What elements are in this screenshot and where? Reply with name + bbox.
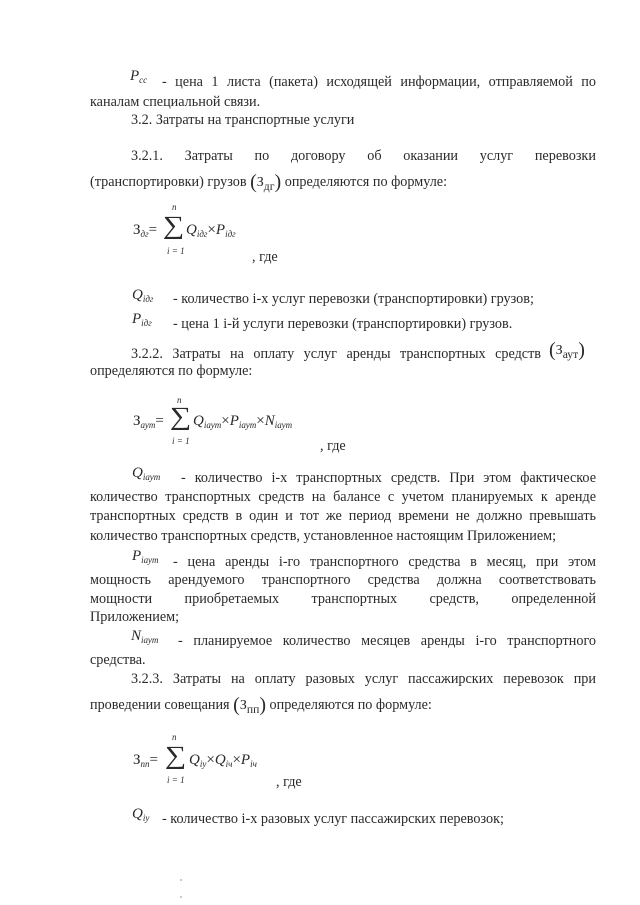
- symbol-q-iu: $Q_{iу}$: [132, 806, 150, 823]
- qiaut-definition-line-1: - количество i-х транспортных средств. При этом фактическое: [181, 470, 596, 486]
- word: транспортных: [311, 591, 398, 607]
- formula-z-pp-rhs: $Q_{iу}\times Q_{iч}\times P_{iч}$: [189, 752, 257, 769]
- where-label-1: , где: [252, 249, 278, 265]
- section-3-2-2-line-1: 3.2.2. Затраты на оплату услуг аренды транспортных средств: [131, 346, 541, 362]
- formula-z-dg-lhs: $З_{дг}=$: [133, 222, 158, 239]
- pcc-definition-line-1: - цена 1 листа (пакета) исходящей информации, отправляемой по: [162, 74, 596, 90]
- sigma-symbol: ∑: [163, 211, 185, 240]
- where-label-3: , где: [276, 774, 302, 790]
- qiaut-definition-line-3: транспортных средств в один и тот же период времени не должно превышать: [90, 508, 596, 524]
- symbol-p-iaut: $P_{iаут}$: [132, 548, 159, 565]
- formula-z-aut-lhs: $З_{аут}=$: [133, 413, 164, 430]
- word: договору: [290, 148, 346, 164]
- qidg-definition: - количество i-х услуг перевозки (транспортировки) грузов;: [173, 291, 534, 307]
- niaut-definition-line-2: средства.: [90, 652, 146, 668]
- piaut-definition-line-4: Приложением;: [90, 609, 180, 625]
- section-3-2-2-line-2: определяются по формуле:: [90, 363, 253, 379]
- piaut-definition-line-3: [90, 590, 596, 608]
- where-label-2: , где: [320, 438, 346, 454]
- formula-z-pp-lhs: $З_{пп}=$: [133, 752, 158, 769]
- qiaut-definition-line-4: количество транспортных средств, установленное настоящим Приложением;: [90, 528, 557, 544]
- symbol-p-cc: $P_{cc}$: [130, 68, 148, 85]
- scan-speck: [180, 879, 182, 881]
- word: приобретаемых: [184, 591, 280, 607]
- word: об: [367, 148, 382, 164]
- word: мощности: [90, 591, 153, 607]
- formula-z-dg-rhs: $Q_{iдг}\times P_{iдг}$: [186, 222, 236, 239]
- word: Затраты: [184, 148, 233, 164]
- section-3-2-3-line-2: проведении совещания $(З_{пп})$ определяются по формуле:: [90, 694, 432, 716]
- word: средств,: [429, 591, 479, 607]
- pidg-definition: - цена 1 i-й услуги перевозки (транспортировки) грузов.: [173, 316, 513, 332]
- sum-lower-limit: i = 1: [167, 775, 185, 785]
- symbol-q-iaut: $Q_{iаут}$: [132, 465, 161, 482]
- section-3-2-heading: 3.2. Затраты на транспортные услуги: [131, 112, 355, 128]
- word: оказании: [403, 148, 459, 164]
- sigma-symbol: ∑: [165, 741, 187, 770]
- z-aut-inline: $(З_{аут})$: [549, 339, 585, 361]
- word: определенной: [511, 591, 596, 607]
- qiu-definition: - количество i-х разовых услуг пассажирских перевозок;: [162, 811, 504, 827]
- sum-upper-limit: n: [172, 732, 177, 742]
- section-3-2-3-line-1: 3.2.3. Затраты на оплату разовых услуг пассажирских перевозок при: [131, 671, 596, 687]
- sum-upper-limit: n: [177, 395, 182, 405]
- qiaut-definition-line-2: количество транспортных средств на балансе с учетом планируемых к аренде: [90, 489, 596, 505]
- word: по: [254, 148, 270, 164]
- pcc-definition-line-2: каналам специальной связи.: [90, 94, 261, 110]
- word: перевозки: [534, 148, 596, 164]
- sum-upper-limit: n: [172, 202, 177, 212]
- word: услуг: [479, 148, 514, 164]
- symbol-p-idg: $P_{iдг}$: [132, 311, 152, 328]
- piaut-definition-line-2: мощность арендуемого транспортного средства должна соответствовать: [90, 572, 596, 588]
- niaut-definition-line-1: - планируемое количество месяцев аренды i-го транспортного: [178, 633, 596, 649]
- section-3-2-1-line-1: [131, 147, 596, 165]
- symbol-q-idg: $Q_{iдг}$: [132, 287, 154, 304]
- sum-lower-limit: i = 1: [172, 436, 190, 446]
- symbol-n-iaut: $N_{iаут}$: [131, 628, 159, 645]
- piaut-definition-line-1: - цена аренды i-го транспортного средства в месяц, при этом: [173, 554, 596, 570]
- section-3-2-1-line-2: (транспортировки) грузов $(З_{дг})$ определяются по формуле:: [90, 171, 448, 193]
- formula-z-aut-rhs: $Q_{iаут}\times P_{iаут}\times N_{iаут}$: [193, 413, 293, 430]
- scan-speck: [180, 896, 182, 898]
- sigma-symbol: ∑: [170, 402, 192, 431]
- word: 3.2.1.: [131, 148, 163, 164]
- sum-lower-limit: i = 1: [167, 246, 185, 256]
